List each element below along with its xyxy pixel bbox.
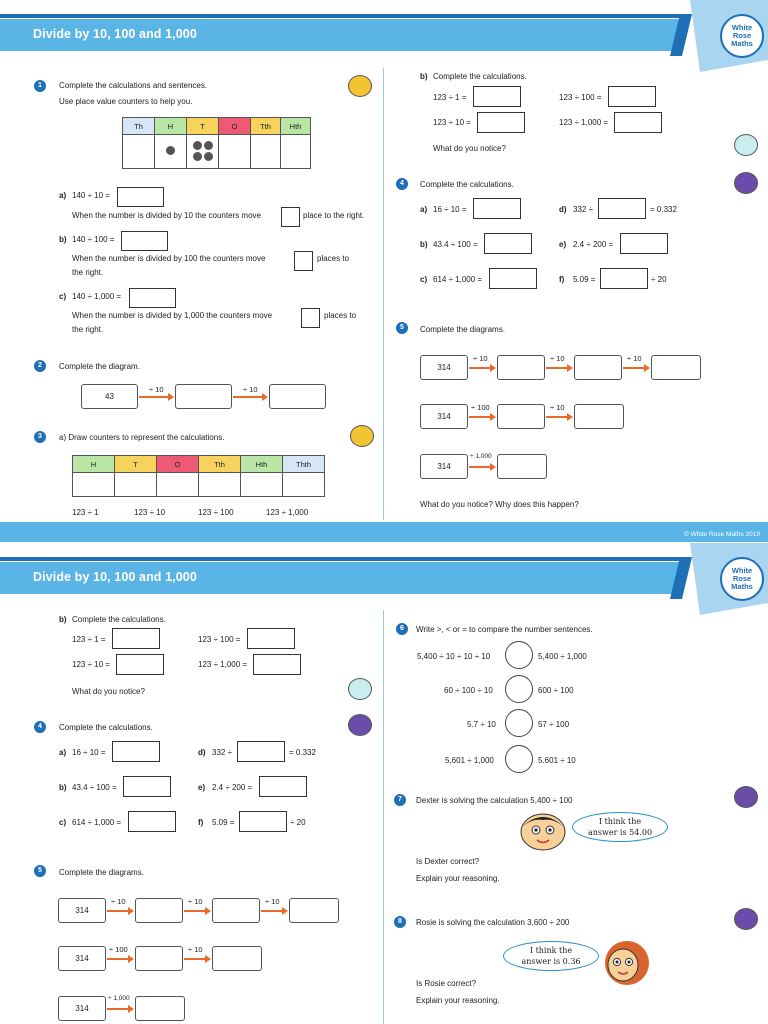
- calc-label: 2.4 ÷ 200 =: [573, 240, 614, 249]
- answer-box[interactable]: [484, 233, 532, 254]
- calc-label: 5.09 =: [573, 275, 596, 284]
- logo-word-2: Rose: [732, 574, 752, 583]
- part-b-label: b): [59, 235, 67, 244]
- answer-box[interactable]: [651, 355, 701, 380]
- problem-solving-icon: [348, 714, 372, 736]
- calc-label: = 0.332: [650, 205, 677, 214]
- cell[interactable]: [115, 473, 157, 497]
- speech-bubble: [572, 812, 668, 842]
- answer-box[interactable]: [123, 776, 171, 797]
- logo-word-2: Rose: [732, 31, 752, 40]
- part-d-label: d): [198, 748, 206, 757]
- cell[interactable]: [219, 135, 251, 169]
- calc-label: 16 ÷ 10 =: [72, 748, 106, 757]
- answer-box[interactable]: [237, 741, 285, 762]
- logo-word-1: White: [731, 23, 753, 32]
- page-title: Divide by 10, 100 and 1,000: [33, 27, 197, 41]
- calc-label: 43.4 ÷ 100 =: [72, 783, 117, 792]
- answer-box[interactable]: [620, 233, 668, 254]
- calc-label: 332 ÷: [573, 205, 593, 214]
- page-title: Divide by 10, 100 and 1,000: [33, 570, 197, 584]
- diagram-start-box: 314: [58, 996, 106, 1021]
- calc-label: 123 ÷ 10 =: [72, 660, 110, 669]
- header-o: O: [157, 456, 199, 473]
- q6-instruction: Write >, < or = to compare the number sentences.: [416, 625, 593, 634]
- operation-label: ÷ 10: [265, 897, 280, 906]
- q5-instruction: Complete the diagrams.: [420, 325, 505, 334]
- answer-box[interactable]: [598, 198, 646, 219]
- calc-label: 2.4 ÷ 200 =: [212, 783, 253, 792]
- calc-label: 123 ÷ 100 =: [559, 93, 602, 102]
- calc-label: 614 ÷ 1,000 =: [433, 275, 483, 284]
- cell[interactable]: [187, 135, 219, 169]
- reasoning-icon: [734, 134, 758, 156]
- comparison-right: 57 ÷ 100: [538, 720, 570, 729]
- q7-explain: Explain your reasoning.: [416, 874, 500, 883]
- answer-box[interactable]: [269, 384, 326, 409]
- header-tth: Tth: [251, 118, 281, 135]
- q1b-sentence-end: the right.: [72, 268, 104, 277]
- answer-box[interactable]: [477, 112, 525, 133]
- problem-solving-icon: [734, 908, 758, 930]
- operation-label: ÷ 100: [471, 403, 490, 412]
- answer-box[interactable]: [116, 654, 164, 675]
- question-number: 4: [34, 721, 46, 733]
- operation-label: ÷ 10: [188, 945, 203, 954]
- answer-box[interactable]: [497, 355, 545, 380]
- operation-label: ÷ 10: [550, 403, 565, 412]
- header-t: T: [187, 118, 219, 135]
- operation-label: ÷ 10: [111, 897, 126, 906]
- q3b-instruction: Complete the calculations.: [433, 72, 527, 81]
- q1-instruction: Complete the calculations and sentences.: [59, 81, 208, 90]
- speech-line-2: answer is 54.00: [587, 828, 653, 837]
- q1c-calc: 140 ÷ 1,000 =: [72, 292, 122, 301]
- q1b-sentence: When the number is divided by 100 the counters move: [72, 254, 266, 263]
- cell[interactable]: [251, 135, 281, 169]
- arrow: [546, 416, 568, 418]
- arrow: [469, 416, 491, 418]
- answer-box[interactable]: [212, 898, 260, 923]
- header-h: H: [73, 456, 115, 473]
- diagram-start-box: 314: [420, 404, 468, 429]
- arrow: [469, 466, 491, 468]
- answer-box[interactable]: [473, 198, 521, 219]
- calc-label: 123 ÷ 1 =: [433, 93, 467, 102]
- arrow: [233, 396, 263, 398]
- answer-box[interactable]: [128, 811, 176, 832]
- part-b-label: b): [59, 783, 67, 792]
- part-c-label: c): [59, 818, 67, 827]
- q1b-sentence-mid: places to: [317, 254, 350, 263]
- part-b-label: b): [420, 72, 428, 81]
- question-number: 2: [34, 360, 46, 372]
- speech-bubble: [503, 941, 599, 971]
- answer-box[interactable]: [289, 898, 339, 923]
- comparison-left: 5.7 ÷ 10: [467, 720, 496, 729]
- answer-box[interactable]: [294, 251, 313, 271]
- operation-label: ÷ 10: [149, 385, 164, 394]
- arrow: [139, 396, 169, 398]
- counters-icon: [348, 75, 372, 97]
- q3b-instruction: Complete the calculations.: [72, 615, 166, 624]
- operation-label: ÷ 10: [473, 354, 488, 363]
- question-number: 5: [396, 322, 408, 334]
- arrow: [623, 367, 645, 369]
- q1a-sentence-end: place to the right.: [303, 211, 365, 220]
- operation-label: ÷ 10: [627, 354, 642, 363]
- part-c-label: c): [420, 275, 428, 284]
- operation-label: ÷ 10: [188, 897, 203, 906]
- answer-box[interactable]: [281, 207, 300, 227]
- answer-box[interactable]: [497, 404, 545, 429]
- part-a-label: a): [59, 748, 67, 757]
- question-number: 5: [34, 865, 46, 877]
- comparison-right: 5.601 ÷ 10: [538, 756, 576, 765]
- notice-question: What do you notice?: [72, 687, 145, 696]
- answer-box[interactable]: [301, 308, 320, 328]
- diagram-start-box: 43: [81, 384, 138, 409]
- cell[interactable]: [283, 473, 325, 497]
- q3-instruction: a) Draw counters to represent the calculations.: [59, 433, 225, 442]
- logo-word-1: White: [731, 566, 753, 575]
- speech-line-1: I think the: [598, 817, 642, 826]
- q8-explain: Explain your reasoning.: [416, 996, 500, 1005]
- question-number: 1: [34, 80, 46, 92]
- operation-label: ÷ 10: [550, 354, 565, 363]
- part-d-label: d): [559, 205, 567, 214]
- comparison-left: 5,601 ÷ 1,000: [445, 756, 494, 765]
- diagram-start-box: 314: [58, 946, 106, 971]
- comparison-left: 5,400 ÷ 10 ÷ 10 ÷ 10: [417, 652, 491, 661]
- question-number: 7: [394, 794, 406, 806]
- cell[interactable]: [281, 135, 311, 169]
- diagram-start-box: 314: [58, 898, 106, 923]
- comparison-left: 60 ÷ 100 ÷ 10: [444, 686, 493, 695]
- answer-box[interactable]: [121, 231, 168, 251]
- operation-label: ÷ 100: [109, 945, 128, 954]
- answer-box[interactable]: [135, 996, 185, 1021]
- question-number: 6: [396, 623, 408, 635]
- answer-box[interactable]: [135, 898, 183, 923]
- calc-label: 123 ÷ 10 =: [433, 118, 471, 127]
- answer-box[interactable]: [117, 187, 164, 207]
- header-hth: Hth: [281, 118, 311, 135]
- calc-label: ÷ 20: [651, 275, 667, 284]
- operation-label: ÷ 10: [243, 385, 258, 394]
- answer-box[interactable]: [608, 86, 656, 107]
- q1c-sentence-end: the right.: [72, 325, 104, 334]
- part-f-label: f): [559, 275, 565, 284]
- header-h: H: [155, 118, 187, 135]
- part-b-label: b): [59, 615, 67, 624]
- arrow: [107, 958, 129, 960]
- q1a-sentence: When the number is divided by 10 the counters move: [72, 211, 261, 220]
- calc-label: = 0.332: [289, 748, 316, 757]
- cell[interactable]: [123, 135, 155, 169]
- header-t: T: [115, 456, 157, 473]
- answer-box[interactable]: [112, 628, 160, 649]
- banner-stripe: [0, 557, 690, 561]
- arrow: [261, 910, 283, 912]
- answer-box[interactable]: [614, 112, 662, 133]
- part-b-label: b): [420, 240, 428, 249]
- answer-box[interactable]: [574, 355, 622, 380]
- logo-word-3: Maths: [731, 582, 753, 591]
- header-th: Th: [123, 118, 155, 135]
- comparison-circle[interactable]: [505, 745, 533, 773]
- q7-question: Is Dexter correct?: [416, 857, 480, 866]
- calc-label: 123 ÷ 1: [72, 508, 99, 517]
- arrow: [469, 367, 491, 369]
- speech-line-2: answer is 0.36: [521, 957, 581, 966]
- part-f-label: f): [198, 818, 204, 827]
- pencil-icon: [350, 425, 374, 447]
- comparison-circle[interactable]: [505, 709, 533, 737]
- calc-label: 123 ÷ 100 =: [198, 635, 241, 644]
- header-tth: Tth: [199, 456, 241, 473]
- q1b-calc: 140 ÷ 100 =: [72, 235, 115, 244]
- calc-label: 5.09 =: [212, 818, 235, 827]
- q7-instruction: Dexter is solving the calculation 5,400 ÷ 100: [416, 796, 573, 805]
- arrow: [184, 910, 206, 912]
- q4-instruction: Complete the calculations.: [59, 723, 153, 732]
- question-number: 8: [394, 916, 406, 928]
- diagram-start-box: 314: [420, 355, 468, 380]
- comparison-right: 5,400 ÷ 1,000: [538, 652, 587, 661]
- calc-label: 332 ÷: [212, 748, 232, 757]
- counter: [204, 141, 213, 150]
- white-rose-maths-logo: [720, 557, 764, 601]
- q8-question: Is Rosie correct?: [416, 979, 477, 988]
- comparison-circle[interactable]: [505, 641, 533, 669]
- operation-label: ÷ 1,000: [108, 995, 130, 1002]
- calc-label: 16 ÷ 10 =: [433, 205, 467, 214]
- speech-line-1: I think the: [529, 946, 573, 955]
- answer-box[interactable]: [239, 811, 287, 832]
- column-divider: [383, 68, 384, 520]
- footer-band: [0, 522, 768, 542]
- calc-label: 123 ÷ 1,000: [266, 508, 309, 517]
- calc-label: 614 ÷ 1,000 =: [72, 818, 122, 827]
- answer-box[interactable]: [253, 654, 301, 675]
- answer-box[interactable]: [489, 268, 537, 289]
- q5-instruction: Complete the diagrams.: [59, 868, 144, 877]
- answer-box[interactable]: [212, 946, 262, 971]
- q2-instruction: Complete the diagram.: [59, 362, 140, 371]
- comparison-circle[interactable]: [505, 675, 533, 703]
- answer-box[interactable]: [175, 384, 232, 409]
- counter: [193, 152, 202, 161]
- question-number: 3: [34, 431, 46, 443]
- answer-box[interactable]: [247, 628, 295, 649]
- calc-label: 123 ÷ 1,000 =: [559, 118, 609, 127]
- cell[interactable]: [155, 135, 187, 169]
- header-o: O: [219, 118, 251, 135]
- column-divider: [383, 610, 384, 1024]
- calc-label: 43.4 ÷ 100 =: [433, 240, 478, 249]
- arrow: [107, 1008, 129, 1010]
- diagram-start-box: 314: [420, 454, 468, 479]
- answer-box[interactable]: [129, 288, 176, 308]
- counter: [166, 146, 175, 155]
- answer-box[interactable]: [497, 454, 547, 479]
- q5-follow-up: What do you notice? Why does this happen?: [420, 500, 579, 509]
- part-a-label: a): [420, 205, 428, 214]
- part-c-label: c): [59, 292, 67, 301]
- rosie-avatar: [603, 937, 651, 987]
- copyright: © White Rose Maths 2019: [684, 531, 760, 538]
- white-rose-maths-logo: [720, 14, 764, 58]
- cell[interactable]: [157, 473, 199, 497]
- banner-stripe: [0, 14, 690, 18]
- cell[interactable]: [199, 473, 241, 497]
- reasoning-icon: [348, 678, 372, 700]
- arrow: [184, 958, 206, 960]
- q8-instruction: Rosie is solving the calculation 3,600 ÷ 200: [416, 918, 570, 927]
- calc-label: 123 ÷ 100: [198, 508, 234, 517]
- question-number: 4: [396, 178, 408, 190]
- header-hth: Hth: [241, 456, 283, 473]
- problem-solving-icon: [734, 172, 758, 194]
- part-a-label: a): [59, 191, 67, 200]
- operation-label: ÷ 1,000: [470, 453, 492, 460]
- notice-question: What do you notice?: [433, 144, 506, 153]
- answer-box[interactable]: [574, 404, 624, 429]
- place-value-chart: [122, 117, 311, 169]
- calc-label: 123 ÷ 1 =: [72, 635, 106, 644]
- q1c-sentence-mid: places to: [324, 311, 357, 320]
- header-thth: Thth: [283, 456, 325, 473]
- arrow: [546, 367, 568, 369]
- q1a-calc: 140 ÷ 10 =: [72, 191, 110, 200]
- part-e-label: e): [198, 783, 206, 792]
- answer-box[interactable]: [135, 946, 183, 971]
- part-e-label: e): [559, 240, 567, 249]
- cell[interactable]: [241, 473, 283, 497]
- comparison-right: 600 ÷ 100: [538, 686, 574, 695]
- answer-box[interactable]: [259, 776, 307, 797]
- answer-box[interactable]: [600, 268, 648, 289]
- answer-box[interactable]: [473, 86, 521, 107]
- problem-solving-icon: [734, 786, 758, 808]
- q1-instruction-2: Use place value counters to help you.: [59, 97, 193, 106]
- calc-label: 123 ÷ 1,000 =: [198, 660, 248, 669]
- counter: [193, 141, 202, 150]
- dexter-avatar: [519, 808, 567, 852]
- calc-label: ÷ 20: [290, 818, 306, 827]
- q4-instruction: Complete the calculations.: [420, 180, 514, 189]
- counter: [204, 152, 213, 161]
- cell[interactable]: [73, 473, 115, 497]
- logo-word-3: Maths: [731, 39, 753, 48]
- calc-label: 123 ÷ 10: [134, 508, 166, 517]
- answer-box[interactable]: [112, 741, 160, 762]
- q1c-sentence: When the number is divided by 1,000 the counters move: [72, 311, 273, 320]
- arrow: [107, 910, 129, 912]
- place-value-chart: [72, 455, 325, 497]
